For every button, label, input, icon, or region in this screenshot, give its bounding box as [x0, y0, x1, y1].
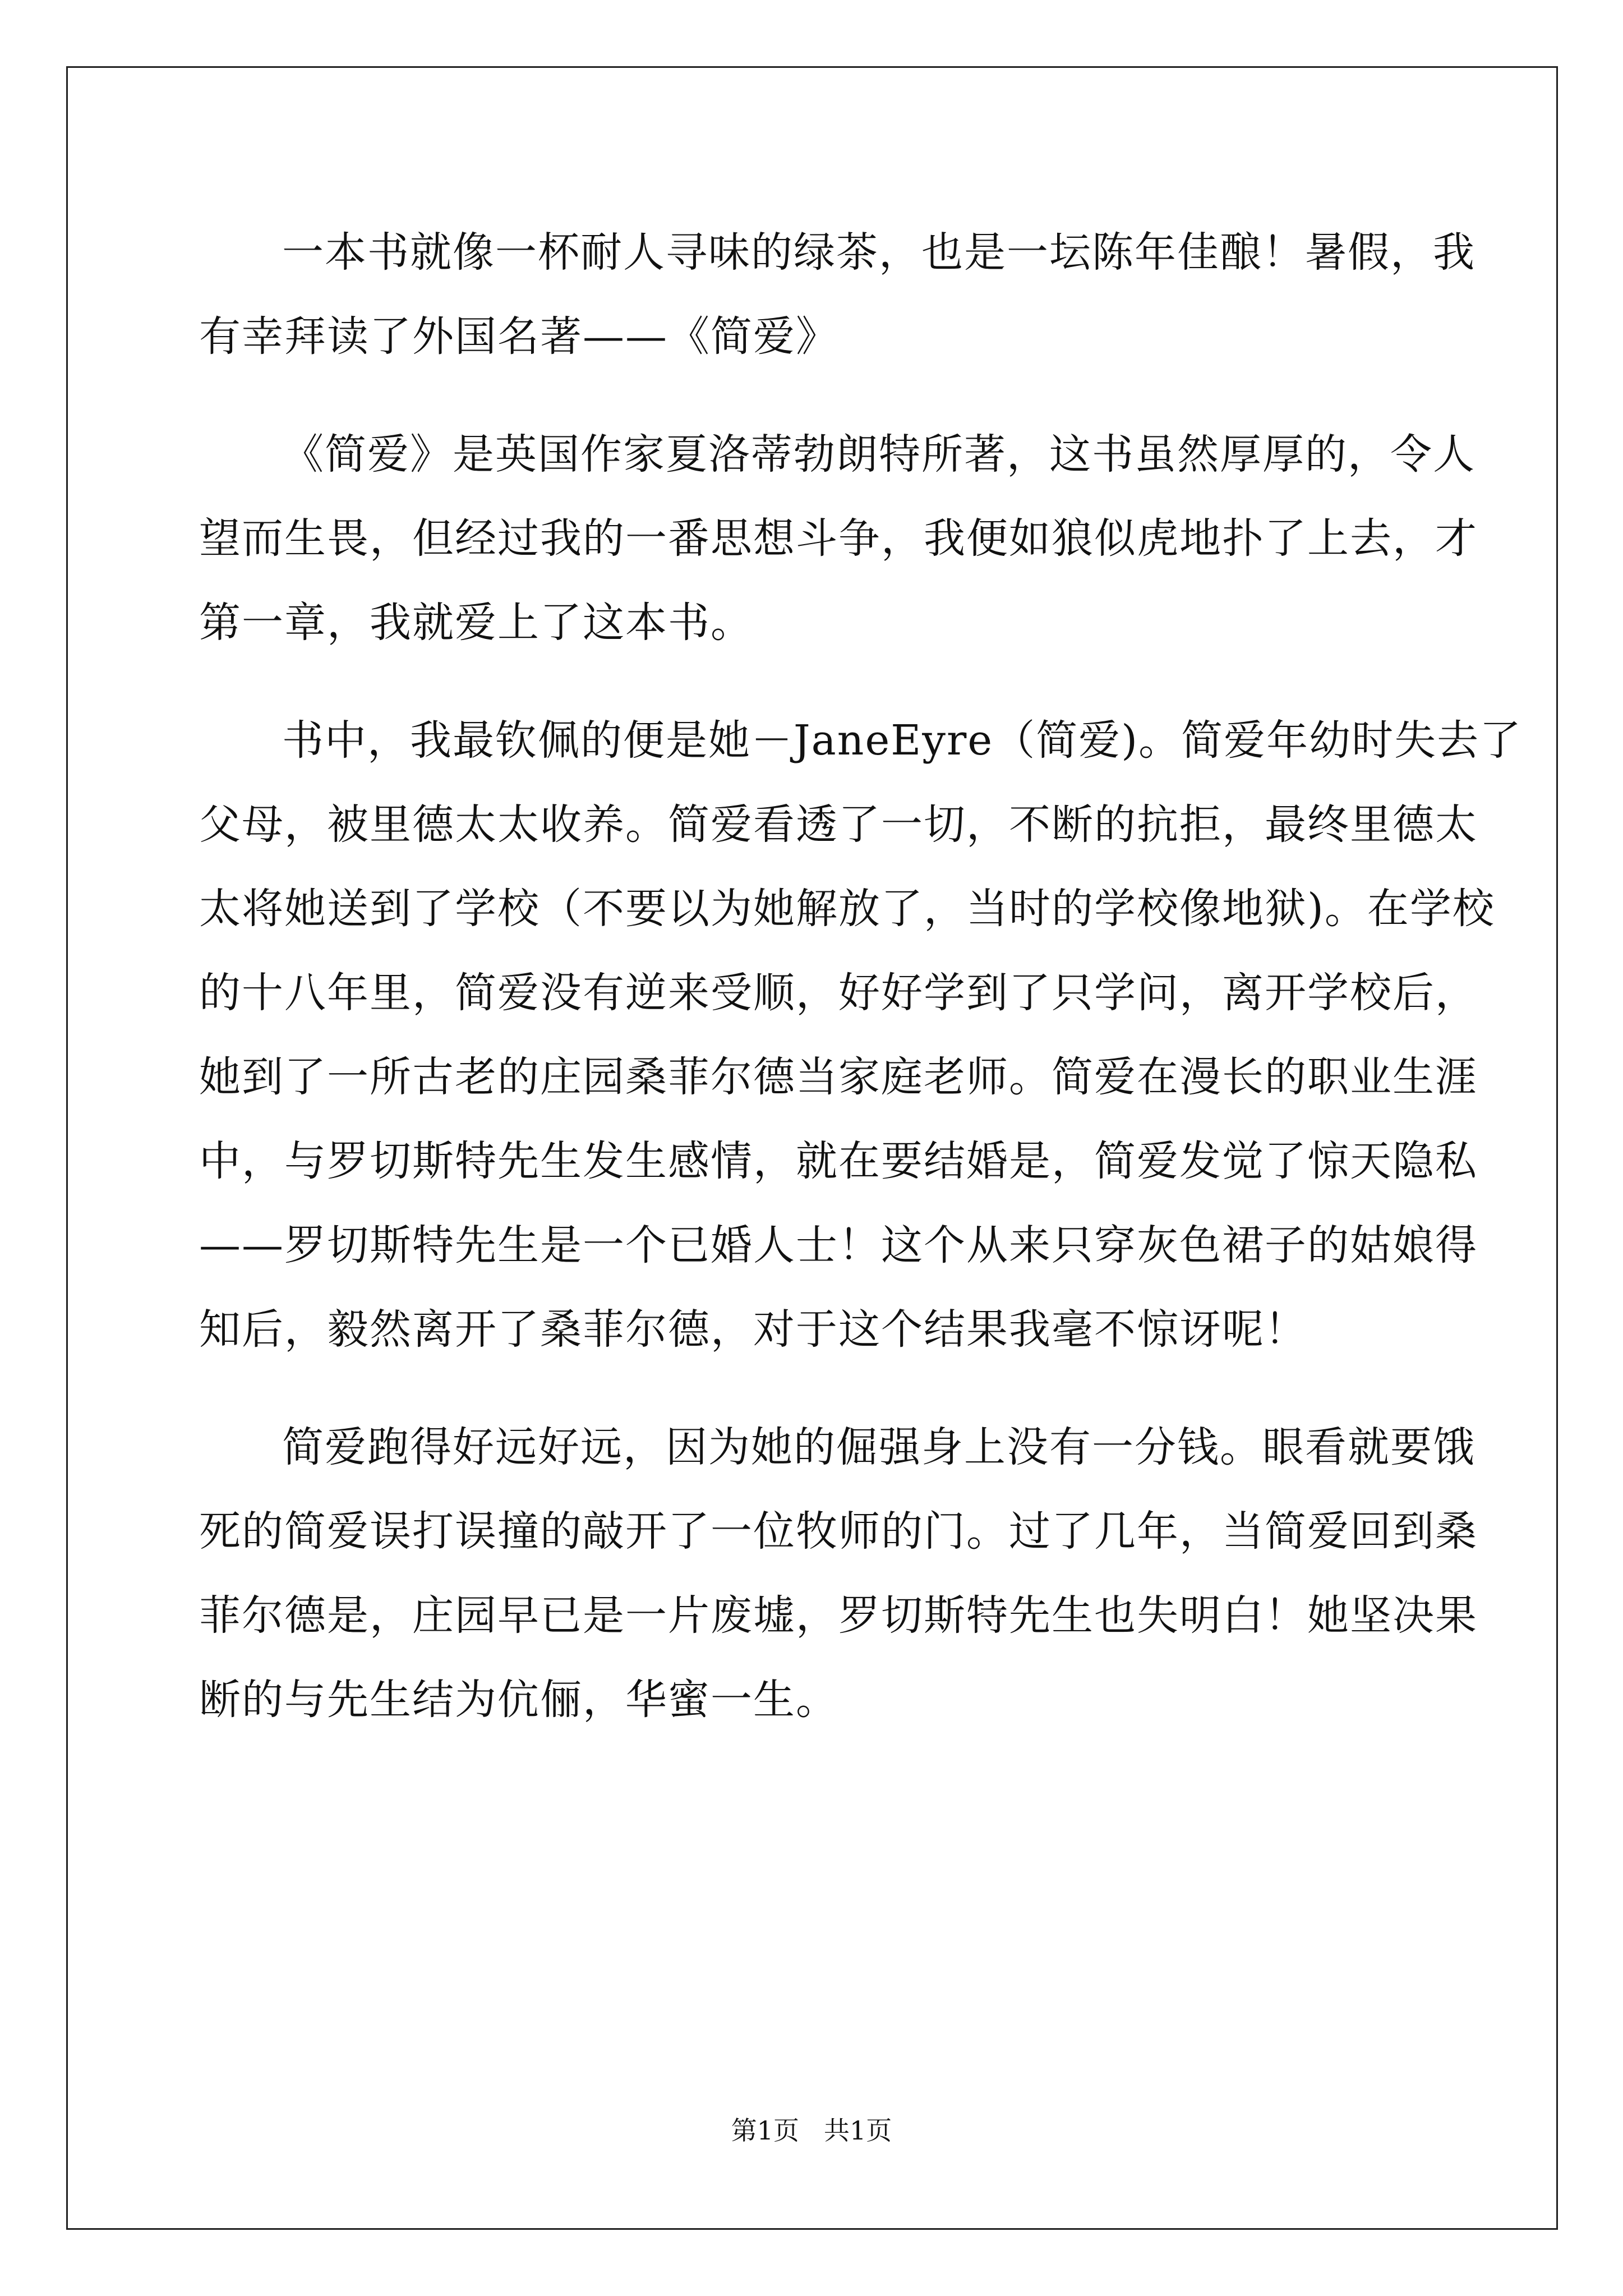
page-number: 第1页 — [731, 2115, 800, 2146]
paragraph-3-line-1: 书中，我最钦佩的便是她－JaneEyre（简爱)。简爱年幼时失去了 — [282, 716, 1523, 765]
paragraph-3-line-5: 她到了一所古老的庄园桑菲尔德当家庭老师。简爱在漫长的职业生涯 — [199, 1053, 1478, 1101]
paragraph-1-line-1: 一本书就像一杯耐人寻味的绿茶，也是一坛陈年佳酿！暑假，我 — [282, 228, 1476, 277]
page-footer — [0, 2114, 1623, 2147]
paragraph-2-line-3: 第一章，我就爱上了这本书。 — [199, 599, 753, 647]
paragraph-2-line-2: 望而生畏，但经过我的一番思想斗争，我便如狼似虎地扑了上去，才 — [199, 514, 1478, 563]
page-total: 共1页 — [823, 2115, 892, 2146]
paragraph-3-line-6: 中，与罗切斯特先生发生感情，就在要结婚是，简爱发觉了惊天隐私 — [199, 1137, 1478, 1185]
paragraph-4-line-3: 菲尔德是，庄园早已是一片废墟，罗切斯特先生也失明白！她坚决果 — [199, 1591, 1478, 1640]
paragraph-3-line-2: 父母，被里德太太收养。简爱看透了一切，不断的抗拒，最终里德太 — [199, 800, 1478, 849]
paragraph-3-line-4: 的十八年里，简爱没有逆来受顺，好好学到了只学问，离开学校后， — [199, 969, 1478, 1017]
paragraph-4-line-4: 断的与先生结为伉俪，华蜜一生。 — [199, 1676, 838, 1724]
paragraph-2-line-1: 《简爱》是英国作家夏洛蒂勃朗特所著，这书虽然厚厚的，令人 — [282, 430, 1476, 478]
paragraph-3-line-8: 知后，毅然离开了桑菲尔德，对于这个结果我毫不惊讶呢！ — [199, 1305, 1307, 1354]
paragraph-3-line-7: ——罗切斯特先生是一个已婚人士！这个从来只穿灰色裙子的姑娘得 — [199, 1221, 1478, 1269]
paragraph-1-line-2: 有幸拜读了外国名著——《简爱》 — [199, 312, 838, 361]
paragraph-3-line-3: 太将她送到了学校（不要以为她解放了，当时的学校像地狱)。在学校 — [199, 885, 1495, 933]
paragraph-4-line-2: 死的简爱误打误撞的敲开了一位牧师的门。过了几年，当简爱回到桑 — [199, 1507, 1478, 1556]
paragraph-4-line-1: 简爱跑得好远好远，因为她的倔强身上没有一分钱。眼看就要饿 — [282, 1423, 1476, 1471]
